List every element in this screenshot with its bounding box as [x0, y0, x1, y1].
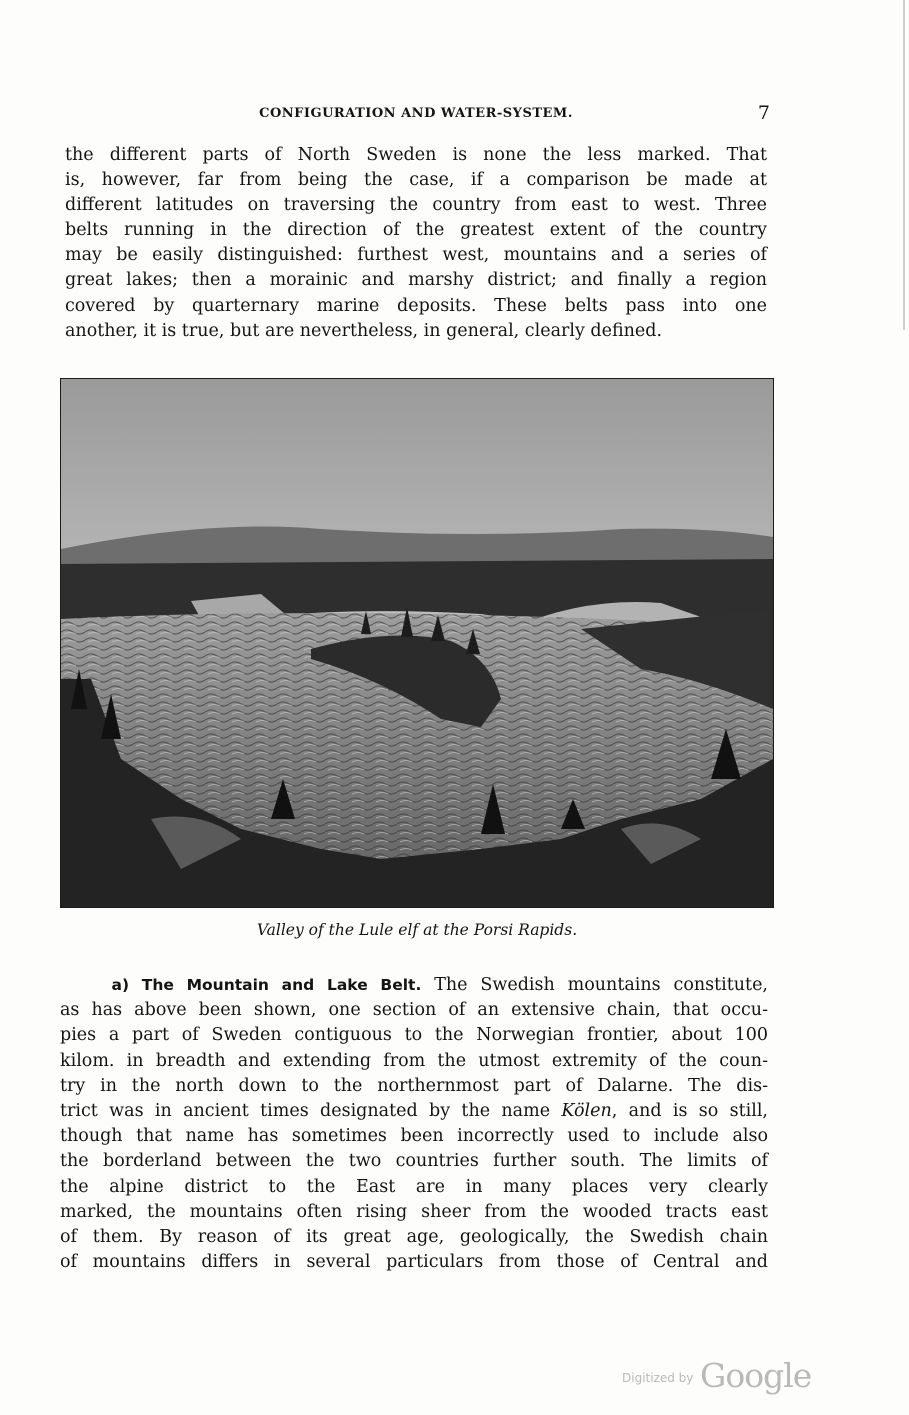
paragraph-intro [65, 143, 767, 344]
text-line: kilom. in breadth and extending from the utmost extremity of the coun- [60, 1050, 768, 1071]
text-line: marked, the mountains often rising sheer from the wooded tracts east [60, 1201, 768, 1222]
google-logo: Google [700, 1356, 812, 1395]
text-line: another, it is true, but are nevertheless, in general, clearly defined. [65, 320, 663, 341]
river-valley-photo [60, 378, 774, 908]
text-line: great lakes; then a morainic and marshy district; and finally a region [65, 270, 767, 291]
text-line: as has above been shown, one section of an extensive chain, that occu- [60, 1000, 768, 1021]
text-line: of them. By reason of its great age, geologically, the Swedish chain [60, 1227, 768, 1248]
running-title: CONFIGURATION AND WATER-SYSTEM. [259, 106, 573, 121]
text-line: of mountains differs in several particulars from those of Central and [60, 1252, 768, 1273]
text-line: pies a part of Sweden contiguous to the Norwegian frontier, about 100 [60, 1025, 768, 1046]
text-line [60, 1099, 768, 1124]
figure-caption: Valley of the Lule elf at the Porsi Rapids. [256, 921, 578, 939]
watermark-prefix: Digitized by [622, 1371, 694, 1385]
text-line: the alpine district to the East are in many places very clearly [60, 1176, 768, 1197]
digitized-watermark [622, 1356, 812, 1396]
paragraph-mountain-belt [60, 973, 768, 1275]
page-number: 7 [757, 102, 770, 124]
text-line: covered by quarternary marine deposits. These belts pass into one [65, 295, 767, 316]
text-line: is, however, far from being the case, if a comparison be made at [65, 170, 767, 191]
text-fragment: trict was in ancient times designated by the name [60, 1101, 562, 1122]
text-line: the borderland between the two countries further south. The limits of [60, 1151, 768, 1172]
running-head [62, 104, 770, 126]
text-line: try in the north down to the northernmost part of Dalarne. The dis- [60, 1075, 768, 1096]
text-line: may be easily distinguished: furthest west, mountains and a series of [65, 245, 767, 266]
section-heading: a) The Mountain and Lake Belt. [111, 976, 422, 994]
emphasized-term: Kölen [561, 1101, 612, 1122]
text-line: different latitudes on traversing the country from east to west. Three [65, 195, 767, 216]
text-fragment: , and is so still, [611, 1101, 768, 1122]
text-line: belts running in the direction of the greatest extent of the country [65, 220, 767, 241]
text-line: the different parts of North Sweden is none the less marked. That [65, 145, 767, 165]
page-edge-line [903, 0, 905, 330]
text-line: though that name has sometimes been incorrectly used to include also [60, 1126, 768, 1147]
text-fragment: The Swedish mountains constitute, [421, 975, 768, 995]
text-line [60, 973, 768, 998]
